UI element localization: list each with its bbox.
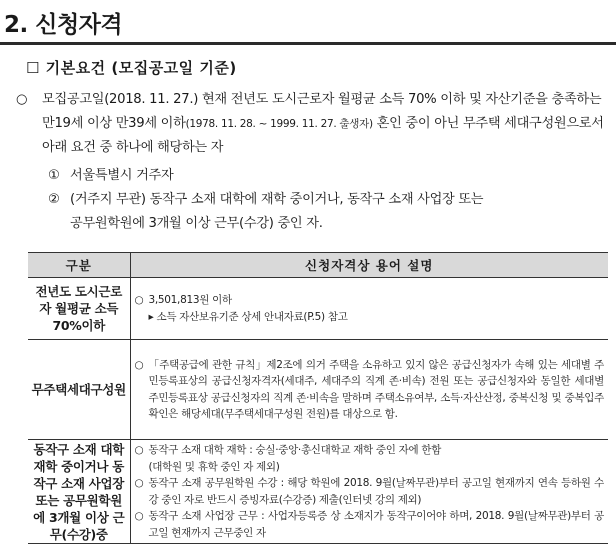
description-line: [135, 442, 605, 459]
requirement-list: [48, 164, 483, 236]
description-line: [135, 508, 605, 541]
item-text: 서울특별시 거주자: [70, 168, 174, 183]
row-category: 동작구 소재 대학 재학 중이거나 동작구 소재 사업장 또는 공무원학원에 3개월 이상 근무(수강)중: [28, 440, 130, 544]
bullet-marker: ○: [134, 444, 144, 456]
paragraph-text-b: 혼인 중이 아닌 무주택 세대구성원으로서 아래 요건 중 하나에 해당하는 자: [42, 116, 604, 155]
item-number: ②: [48, 192, 60, 207]
table-row: [28, 340, 608, 440]
bullet-marker: ○: [134, 294, 144, 306]
description-line: [135, 475, 605, 508]
paragraph-text-a: 모집공고일(2018. 11. 27.) 현재 전년도 도시근로자 월평균 소득 70% 이하 및 자산기준을 충족하는 만19세 이상 만39세 이하: [42, 92, 602, 131]
item-number: ①: [48, 168, 60, 183]
row-description: [130, 340, 608, 440]
row-description: [130, 278, 608, 340]
description-line: [135, 309, 605, 326]
row-description: [130, 440, 608, 544]
paragraph-marker: ○: [16, 92, 28, 107]
description-text: 동작구 소재 대학 재학 : 숭실·중앙·총신대학교 재학 중인 자에 한함: [148, 444, 442, 456]
description-text: ▸ 소득 자산보유기준 상세 안내자료(P.5) 참고: [148, 310, 348, 323]
bullet-marker: ○: [134, 510, 144, 522]
bullet-marker: [135, 309, 149, 326]
list-item: [48, 188, 483, 236]
birth-range: (1978. 11. 28. ~ 1999. 11. 27. 출생자): [185, 118, 373, 130]
section-title: 2. 신청자격: [4, 12, 123, 38]
item-text-cont: 공무원학원에 3개월 이상 근무(수강) 중인 자.: [70, 216, 323, 231]
header-description: 신청자격상 용어 설명: [130, 253, 608, 278]
description-text: (대학원 및 휴학 중인 자 제외): [148, 460, 280, 473]
table-header-row: [28, 253, 608, 278]
table-row: [28, 278, 608, 340]
table-row: [28, 440, 608, 544]
row-category: 무주택세대구성원: [28, 340, 130, 440]
item-text: (거주지 무관) 동작구 소재 대학에 재학 중이거나, 동작구 소재 사업장 또는: [70, 192, 484, 207]
bullet-marker: [135, 459, 149, 476]
description-text: 동작구 소재 공무원학원 수강 : 해당 학원에 2018. 9월(날짜무관)부터 공고일 현재까지 연속 등하원 수강 중인 자로 반드시 증빙자료(수강증) 제출(인터넷 강의 제외): [148, 477, 604, 506]
bullet-marker: ○: [134, 477, 144, 489]
description-text: 3,501,813원 이하: [148, 294, 232, 306]
description-text: 동작구 소재 사업장 근무 : 사업자등록증 상 소재지가 동작구이어야 하며, 2018. 9월(날짜무관)부터 공고일 현재까지 근무중인 자: [148, 510, 604, 539]
main-paragraph: [16, 88, 612, 160]
list-item: [48, 164, 483, 188]
description-line: [135, 357, 605, 423]
description-text: 「주택공급에 관한 규칙」제2조에 의거 주택을 소유하고 있지 않은 공급신청자가 속해 있는 세대별 주민등록표상의 공급신청자격자(세대주, 세대주의 직계 존·비속) 전원 또는 공급신청자와 동일한 세대별 주민등록표상 공급신청자의 직계 존·비속을 말하며 주택소유여부, 소득·자산산정, 중복신청 및 중복입주 확인은 해당세대(무주택세대구성원 전원)를 대상으로 함.: [148, 358, 604, 420]
subheading: ☐ 기본요건 (모집공고일 기준): [26, 59, 237, 77]
description-line: [135, 459, 605, 476]
title-divider: [0, 42, 616, 45]
definitions-table: [28, 252, 608, 544]
bullet-marker: ○: [134, 358, 144, 371]
row-category: 전년도 도시근로자 월평균 소득70%이하: [28, 278, 130, 340]
header-category: 구분: [28, 253, 130, 278]
description-line: [135, 292, 605, 309]
